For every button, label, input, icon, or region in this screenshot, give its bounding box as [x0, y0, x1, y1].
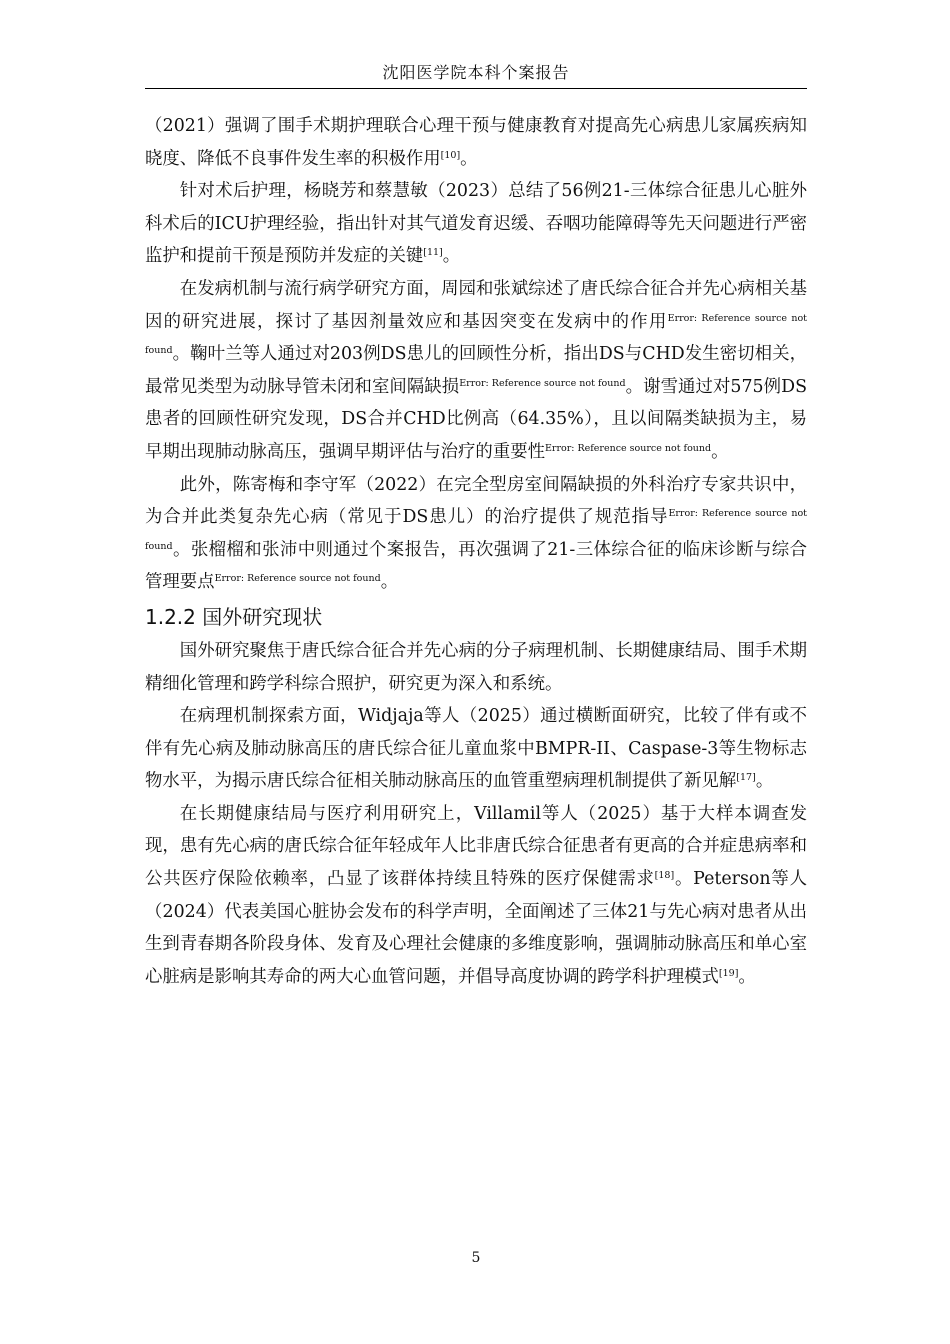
citation: [19]: [718, 967, 739, 979]
citation: [11]: [423, 247, 443, 259]
header-divider: [145, 88, 807, 89]
citation-error: Error: Reference source not found: [145, 508, 807, 552]
citation-error: Error: Reference source not found: [145, 312, 807, 357]
paragraph-5: 国外研究聚焦于唐氏综合征合并先心病的分子病理机制、长期健康结局、围手术期精细化管理和跨学科综合照护，研究更为深入和系统。: [145, 640, 807, 694]
page-number: 5: [471, 1250, 481, 1266]
section-heading: 1.2.2 国外研究现状: [145, 604, 323, 629]
paragraph-6: 在病理机制探索方面，Widjaja等人（2025）通过横断面研究，比较了伴有或不伴有先心病及肺动脉高压的唐氏综合征儿童血浆中BMPR-II、Caspase-3等生物标志物水平，为揭示唐氏综合征相关肺动脉高压的血管重塑病理机制提供了新见解[17]。: [145, 706, 807, 792]
citation-error: Error: Reference source not found: [545, 442, 712, 454]
paragraph-1: （2021）强调了围手术期护理联合心理干预与健康教育对提高先心病患儿家属疾病知晓度、降低不良事件发生率的积极作用[10]。: [145, 116, 807, 169]
citation-error: Error: Reference source not found: [459, 377, 626, 389]
page-body: [145, 110, 807, 993]
citation: [17]: [736, 772, 756, 784]
paragraph-2: 针对术后护理，杨晓芳和蔡慧敏（2023）总结了56例21-三体综合征患儿心脏外科术后的ICU护理经验，指出针对其气道发育迟缓、吞咽功能障碍等先天问题进行严密监护和提前干预是预防并发症的关键[11]。: [145, 181, 807, 267]
citation: [18]: [654, 870, 675, 882]
paragraph-3: 在发病机制与流行病学研究方面，周园和张斌综述了唐氏综合征合并先心病相关基因的研究进展，探讨了基因剂量效应和基因突变在发病中的作用$^{Error: Reference source not found}$。鞠叶兰等人通过对203例DS患儿的回顾性分析，指出DS与CHD发生密切相关，最常见类型为动脉导管未闭和室间隔缺损$^{Error: Reference source not found}$。谢雪通过对575例DS患者的回顾性研究发现，DS合并CHD比例高（64.35%），且以间隔类缺损为主，易早期出现肺动脉高压，强调早期评估与治疗的重要性$^{Error: Reference source not found}$。: [145, 278, 807, 462]
citation-error: Error: Reference source not found: [214, 573, 381, 585]
paragraph-4: 此外，陈寄梅和李守军（2022）在完全型房室间隔缺损的外科治疗专家共识中，为合并此类复杂先心病（常见于DS患儿）的治疗提供了规范指导$^{Error: Reference source not found}$。张榴榴和张沛中则通过个案报告，再次强调了21-三体综合征的临床诊断与综合管理要点$^{Error: Reference source not found}$。: [145, 474, 807, 593]
citation: [10]: [440, 149, 461, 161]
header-title: 沈阳医学院本科个案报告: [382, 63, 570, 82]
paragraph-7: 在长期健康结局与医疗利用研究上，Villamil等人（2025）基于大样本调查发现，患有先心病的唐氏综合征年轻成年人比非唐氏综合征患者有更高的合并症患病率和公共医疗保险依赖率，凸显了该群体持续且特殊的医疗保健需求[18]。Peterson等人（2024）代表美国心脏协会发布的科学声明，全面阐述了三体21与先心病对患者从出生到青春期各阶段身体、发育及心理社会健康的多维度影响，强调肺动脉高压和单心室心脏病是影响其寿命的两大心血管问题，并倡导高度协调的跨学科护理模式[19]。: [145, 803, 807, 987]
